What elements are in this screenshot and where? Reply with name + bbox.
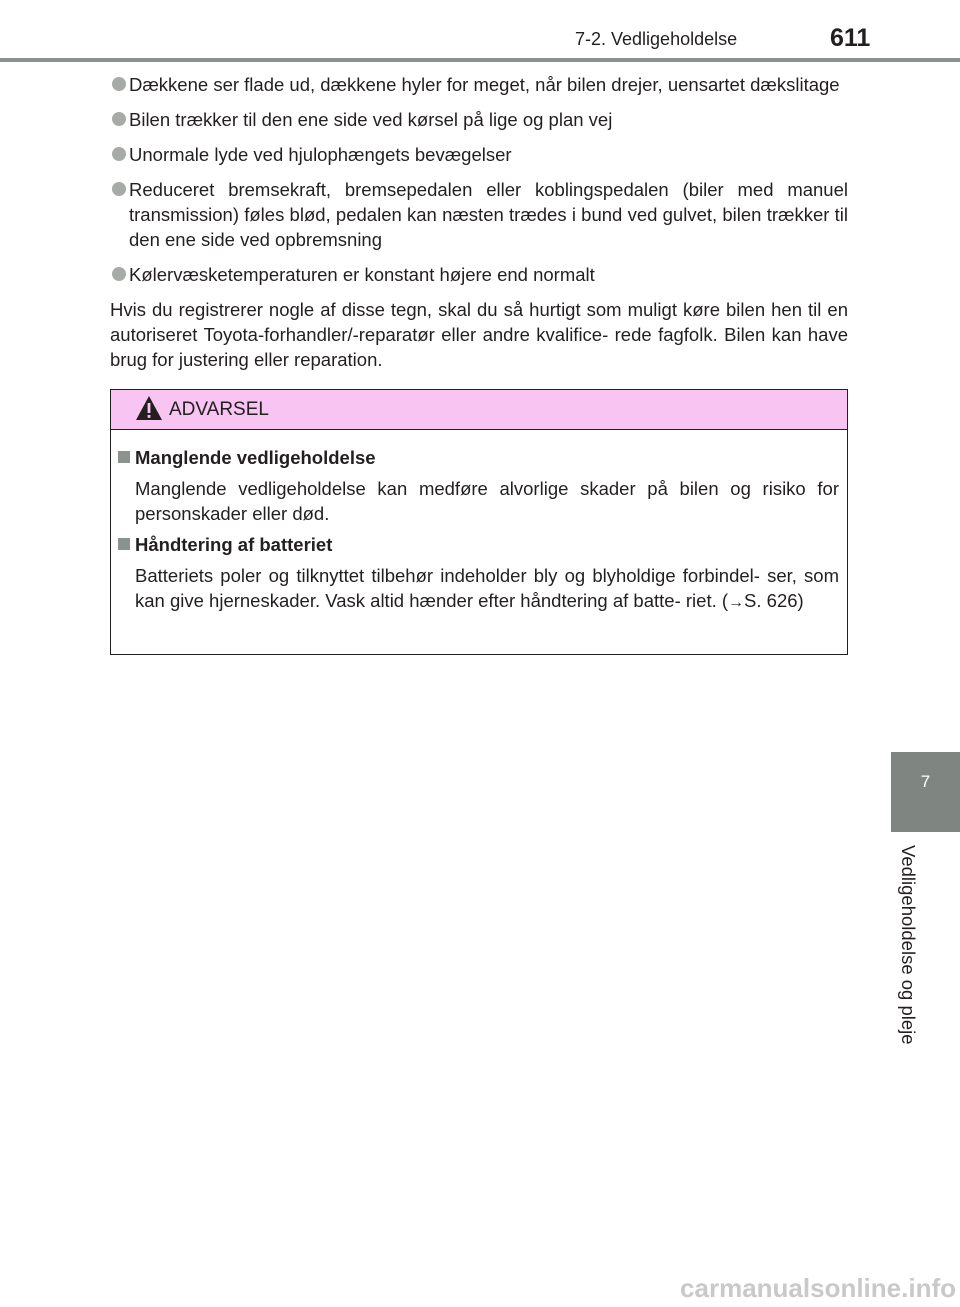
chapter-label: Vedligeholdelse og pleje xyxy=(898,845,919,1045)
square-bullet-icon xyxy=(118,538,130,550)
warning-heading-text: Manglende vedligeholdelse xyxy=(135,447,376,468)
warning-item-heading xyxy=(117,445,839,470)
bullet-dot-icon xyxy=(112,267,126,281)
list-item-text: Unormale lyde ved hjulophængets bevægelser xyxy=(129,144,512,165)
warning-triangle-icon xyxy=(135,395,163,421)
body-paragraph: Hvis du registrerer nogle af disse tegn, skal du så hurtigt som muligt køre bilen hen til en autoriseret Toyota-forhandler/-reparatør eller andre kvalifice- rede fagfolk. Bilen kan have brug for justering eller reparation. xyxy=(110,299,848,370)
bullet-dot-icon xyxy=(112,147,126,161)
square-bullet-icon xyxy=(118,451,130,463)
page-reference-link[interactable]: S. 626) xyxy=(744,590,804,611)
list-item-text: Bilen trækker til den ene side ved kørsel på lige og plan vej xyxy=(129,109,613,130)
watermark: carmanualsonline.info xyxy=(680,1273,956,1303)
list-item xyxy=(110,262,848,287)
header-rule xyxy=(0,58,960,62)
bullet-dot-icon xyxy=(112,77,126,91)
list-item xyxy=(110,142,848,167)
warning-item-text xyxy=(117,563,839,615)
list-item-text: Reduceret bremsekraft, bremsepedalen eller koblingspedalen (biler med manuel transmission) føles blød, pedalen kan næsten trædes i bund ved gulvet, bilen trækker til den ene side ved opbremsning xyxy=(129,179,848,250)
warning-title: ADVARSEL xyxy=(169,399,269,420)
list-item xyxy=(110,72,848,97)
list-item-text: Kølervæsketemperaturen er konstant højere end normalt xyxy=(129,264,595,285)
bullet-dot-icon xyxy=(112,112,126,126)
warning-header xyxy=(111,390,847,430)
chapter-number: 7 xyxy=(920,772,931,791)
arrow-right-icon: → xyxy=(728,594,745,611)
bullet-dot-icon xyxy=(112,182,126,196)
warning-item-text: Manglende vedligeholdelse kan medføre alvorlige skader på bilen og risiko for personskader eller død. xyxy=(135,478,839,524)
list-item xyxy=(110,107,848,132)
list-item xyxy=(110,177,848,252)
warning-text-body: Batteriets poler og tilknyttet tilbehør indeholder bly og blyholdige forbindel- ser, som kan give hjerneskader. Vask altid hænder efter håndtering af batte- riet. ( xyxy=(135,565,839,611)
main-content xyxy=(110,72,848,372)
warning-box xyxy=(110,389,848,655)
warning-item-heading xyxy=(117,532,839,557)
list-item-text: Dækkene ser flade ud, dækkene hyler for meget, når bilen drejer, uensartet dækslitage xyxy=(129,74,840,95)
warning-heading-text: Håndtering af batteriet xyxy=(135,534,333,555)
page-number: 611 xyxy=(830,24,871,52)
header-section-title: 7-2. Vedligeholdelse xyxy=(575,29,738,49)
warning-body xyxy=(117,445,839,621)
chapter-tab xyxy=(891,752,960,832)
